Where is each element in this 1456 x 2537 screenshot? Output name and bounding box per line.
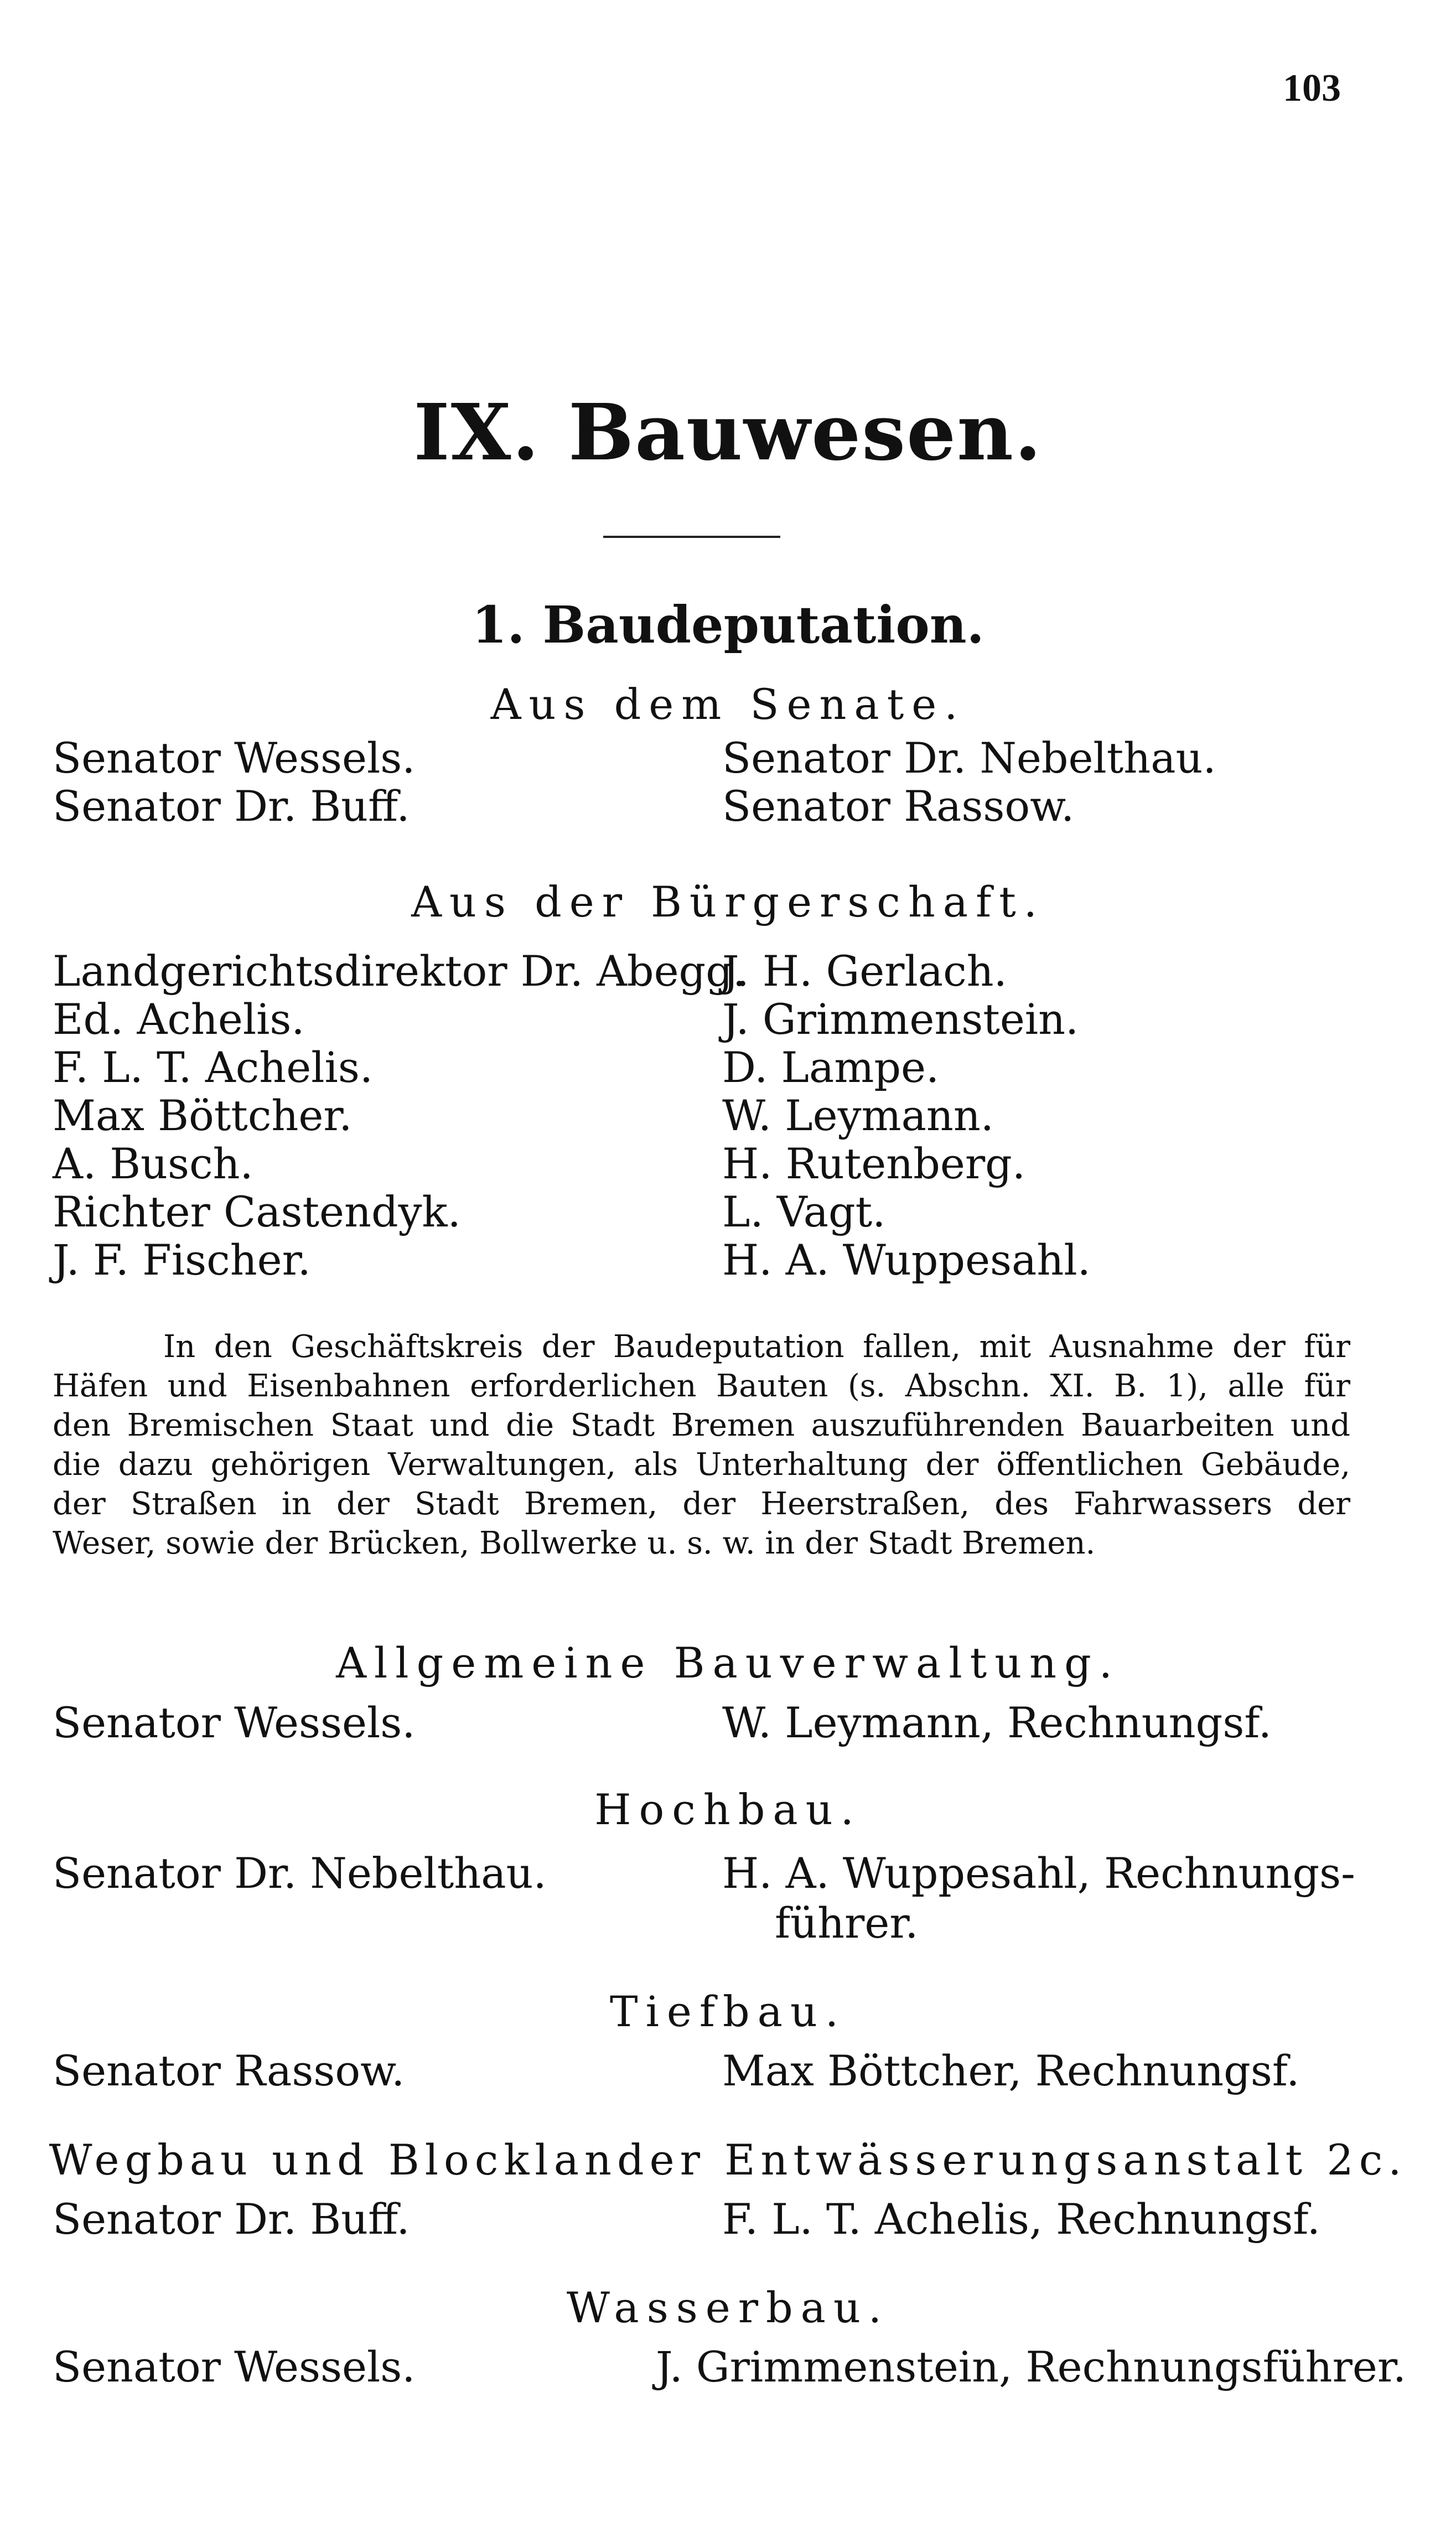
hochbau-senator: Senator Dr. Nebelthau. (53, 1849, 547, 1898)
wegbau-senator: Senator Dr. Buff. (53, 2194, 410, 2244)
wegbau-heading: Wegbau und Blocklander Entwässerungsanstalt 2c. (49, 2135, 1407, 2184)
tiefbau-heading: Tiefbau. (609, 1987, 847, 2036)
hochbau-heading: Hochbau. (594, 1785, 862, 1834)
citizen-member-left: A. Busch. (53, 1139, 253, 1188)
citizen-member-right: J. H. Gerlach. (722, 946, 1007, 996)
paragraph-line: Weser, sowie der Brücken, Bollwerke u. s. w. in der Stadt Bremen. (53, 1525, 1096, 1561)
citizen-member-left: Richter Castendyk. (53, 1187, 461, 1236)
senate-member-left: Senator Dr. Buff. (53, 781, 410, 831)
citizen-member-right: L. Vagt. (722, 1187, 886, 1236)
responsibilities-paragraph (53, 1327, 1350, 1563)
wasserbau-senator: Senator Wessels. (53, 2342, 416, 2391)
tiefbau-accountant: Max Böttcher, Rechnungsf. (722, 2046, 1300, 2095)
paragraph-line: den Bremischen Staat und die Stadt Bremen auszuführenden Bauarbeiten und (53, 1407, 1350, 1443)
senate-member-right: Senator Dr. Nebelthau. (722, 733, 1216, 783)
paragraph-line: Häfen und Eisenbahnen erforderlichen Bauten (s. Abschn. XI. B. 1), alle für (53, 1368, 1350, 1404)
citizen-member-left: Landgerichtsdirektor Dr. Abegg. (53, 946, 746, 996)
citizen-member-left: Max Böttcher. (53, 1091, 353, 1140)
tiefbau-senator: Senator Rassow. (53, 2046, 405, 2095)
citizen-member-right: J. Grimmenstein. (722, 995, 1079, 1044)
hochbau-accountant: H. A. Wuppesahl, Rechnungs- (722, 1849, 1355, 1898)
general-admin-heading: Allgemeine Bauverwaltung. (336, 1638, 1120, 1687)
citizen-member-left: F. L. T. Achelis. (53, 1043, 373, 1092)
section-title: 1. Baudeputation. (471, 595, 985, 655)
citizen-member-right: H. Rutenberg. (722, 1139, 1025, 1188)
page-number: 103 (1283, 67, 1341, 110)
citizen-member-right: H. A. Wuppesahl. (722, 1235, 1091, 1285)
wasserbau-accountant: J. Grimmenstein, Rechnungsführer. (656, 2342, 1407, 2391)
citizen-member-left: J. F. Fischer. (53, 1235, 311, 1285)
wegbau-accountant: F. L. T. Achelis, Rechnungsf. (722, 2194, 1320, 2244)
paragraph-line: die dazu gehörigen Verwaltungen, als Unterhaltung der öffentlichen Gebäude, (53, 1447, 1350, 1483)
senate-member-right: Senator Rassow. (722, 781, 1075, 831)
chapter-title: IX. Bauwesen. (413, 387, 1043, 478)
citizen-member-left: Ed. Achelis. (53, 995, 305, 1044)
title-divider (603, 536, 780, 538)
paragraph-line: In den Geschäftskreis der Baudeputation fallen, mit Ausnahme der für (163, 1329, 1350, 1365)
senate-heading: Aus dem Senate. (490, 680, 966, 729)
citizen-member-right: W. Leymann. (722, 1091, 994, 1140)
senate-member-left: Senator Wessels. (53, 733, 416, 783)
citizens-heading: Aus der Bürgerschaft. (411, 877, 1045, 926)
hochbau-accountant-continued: führer. (775, 1898, 919, 1948)
general-admin-senator: Senator Wessels. (53, 1698, 416, 1747)
citizen-member-right: D. Lampe. (722, 1043, 940, 1092)
paragraph-line: der Straßen in der Stadt Bremen, der Heerstraßen, des Fahrwassers der (53, 1486, 1350, 1522)
wasserbau-heading: Wasserbau. (566, 2283, 890, 2332)
general-admin-accountant: W. Leymann, Rechnungsf. (722, 1698, 1272, 1747)
